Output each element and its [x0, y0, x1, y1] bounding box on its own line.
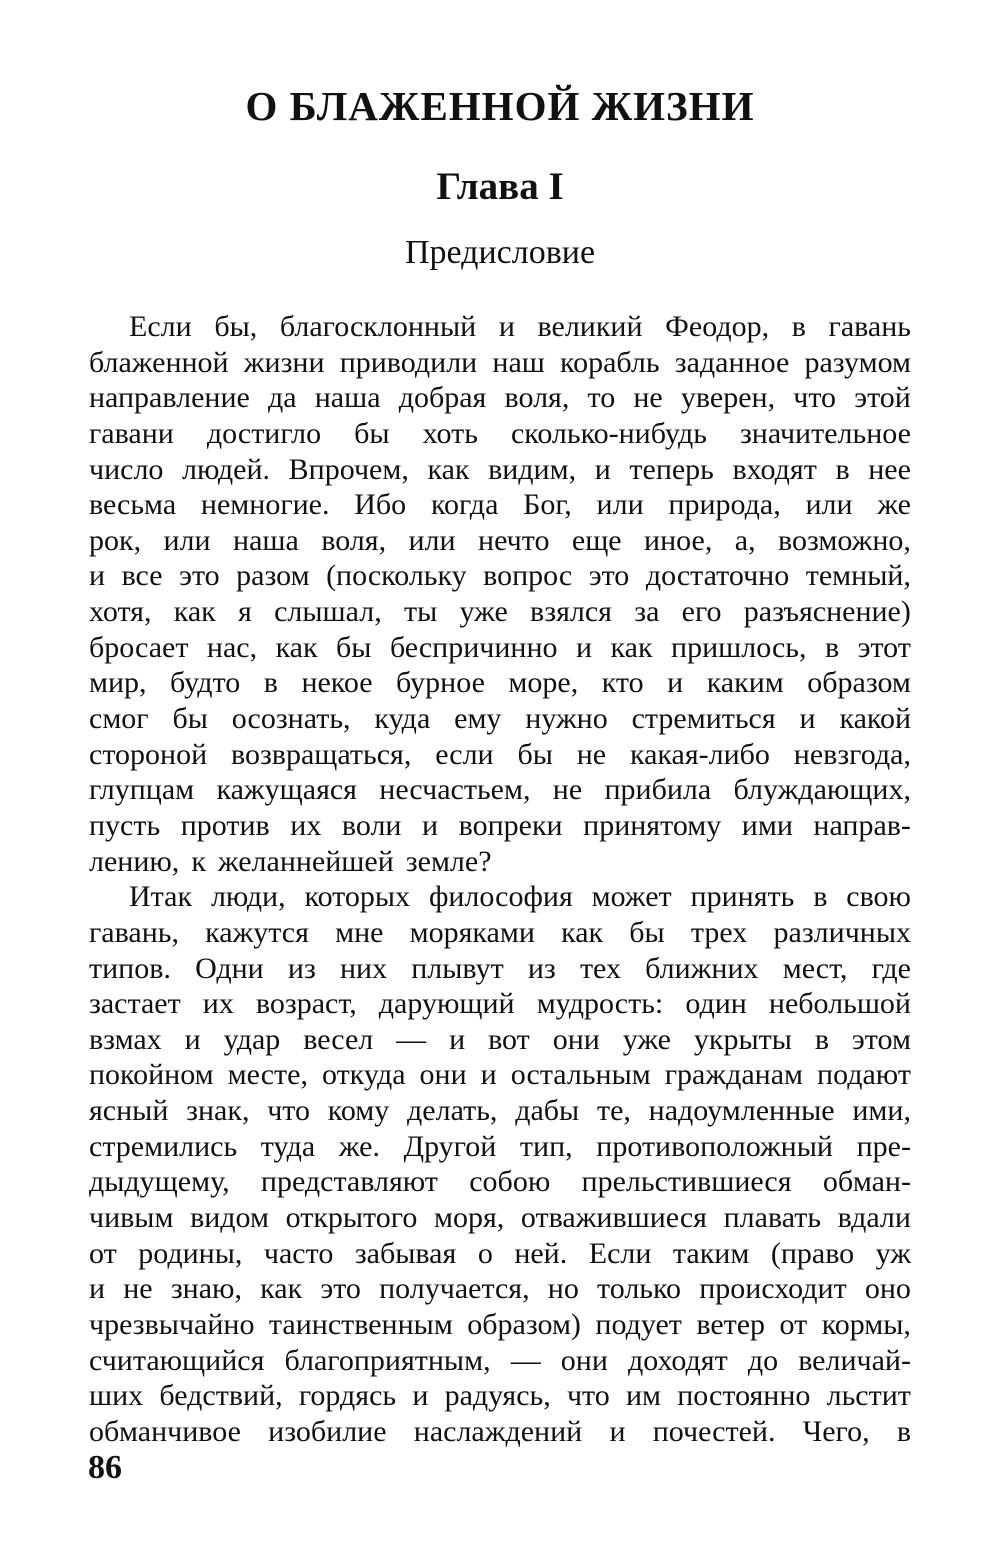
text-line: чрезвычайно таинственным образом) подует ветер от кормы, — [89, 1307, 911, 1341]
text-line: лению, к желаннейшей земле? — [89, 844, 492, 878]
text-line: чивым видом открытого моря, отважившиеся плавать вдали — [89, 1201, 911, 1235]
text-line: и все это разом (поскольку вопрос это достаточно темный, — [89, 559, 911, 593]
text-line: мир, будто в некое бурное море, кто и каким образом — [89, 666, 911, 700]
text-line: считающийся благоприятным, — они доходят до величай- — [89, 1343, 911, 1377]
page-title: О БЛАЖЕННОЙ ЖИЗНИ — [245, 83, 755, 129]
text-line: Если бы, благосклонный и великий Феодор, в гавань — [129, 310, 911, 343]
text-line: весьма немногие. Ибо когда Бог, или природа, или же — [89, 488, 911, 522]
text-line: гавани достигло бы хоть сколько-нибудь значительное — [89, 416, 911, 450]
text-line: направление да наша добрая воля, то не уверен, что этой — [89, 381, 911, 415]
text-line: бросает нас, как бы беспричинно и как пришлось, в этот — [89, 630, 911, 664]
text-line: взмах и удар весел — и вот они уже укрыты в этом — [89, 1022, 911, 1056]
section-heading: Предисловие — [404, 234, 596, 271]
text-line: покойном месте, откуда они и остальным гражданам подают — [89, 1058, 911, 1092]
text-line: обманчивое изобилие наслаждений и почестей. Чего, в — [89, 1414, 911, 1448]
page-number: 86 — [88, 1449, 122, 1486]
text-line: и не знаю, как это получается, но только происходит оно — [89, 1272, 911, 1306]
text-line: Итак люди, которых философия может принять в свою — [129, 880, 911, 914]
text-line: рок, или наша воля, или нечто еще иное, а, возможно, — [89, 523, 911, 557]
text-line: застает их возраст, дарующий мудрость: один небольшой — [89, 987, 911, 1021]
text-line: блаженной жизни приводили наш корабль заданное разумом — [89, 345, 911, 379]
body-text — [89, 309, 911, 1450]
text-line: гавань, кажутся мне моряками как бы трех различных — [89, 915, 911, 949]
text-line: смог бы осознать, куда ему нужно стремиться и какой — [89, 702, 911, 736]
chapter-heading: Глава I — [436, 165, 564, 208]
text-line: дыдущему, представляют собою прельстившиеся обман- — [89, 1165, 911, 1199]
text-line: пусть против их воли и вопреки принятому ими направ- — [89, 808, 911, 842]
text-line: хотя, как я слышал, ты уже взялся за его разъяснение) — [89, 595, 911, 629]
text-line: стремились туда же. Другой тип, противоположный пре- — [89, 1129, 911, 1163]
text-line: стороной возвращаться, если бы не какая-либо невзгода, — [89, 737, 911, 771]
text-line: от родины, часто забывая о ней. Если таким (право уж — [89, 1236, 911, 1270]
text-line: глупцам кажущаяся несчастьем, не прибила блуждающих, — [89, 773, 911, 807]
text-line: ясный знак, что кому делать, дабы те, надоумленные ими, — [89, 1094, 911, 1128]
text-line: число людей. Впрочем, как видим, и теперь входят в нее — [89, 452, 911, 486]
text-line: типов. Одни из них плывут из тех ближних мест, где — [89, 951, 911, 985]
text-line: ших бедствий, гордясь и радуясь, что им постоянно льстит — [89, 1379, 911, 1413]
